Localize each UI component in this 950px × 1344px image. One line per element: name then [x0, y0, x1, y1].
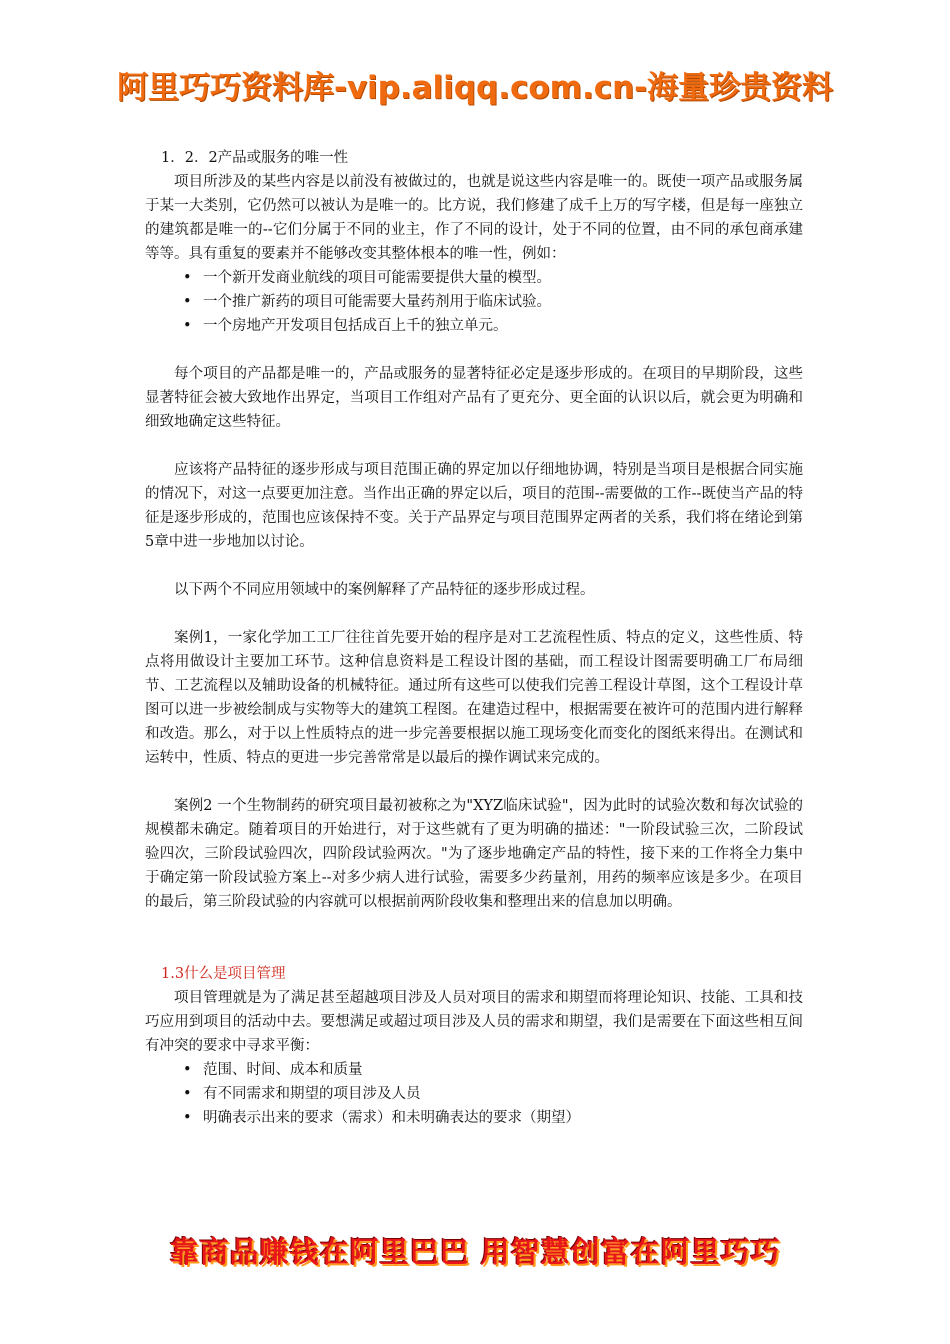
- list-item: • 明确表示出来的要求（需求）和未明确表达的要求（期望）: [145, 1106, 803, 1130]
- paragraph-case-1: 案例1，一家化学加工工厂往往首先要开始的程序是对工艺流程性质、特点的定义，这些性质、特点将用做设计主要加工环节。这种信息资料是工程设计图的基础，而工程设计图需要明确工厂布局细节、工艺流程以及辅助设备的机械特征。通过所有这些可以使我们完善工程设计草图，这个工程设计草图可以进一步被绘制成与实物等大的建筑工程图。在建造过程中，根据需要在被许可的范围内进行解释和改造。那么，对于以上性质特点的进一步完善要根据以施工现场变化而变化的图纸来得出。在测试和运转中，性质、特点的更进一步完善常常是以最后的操作调试来完成的。: [145, 630, 803, 766]
- list-item: • 一个房地产开发项目包括成百上千的独立单元。: [145, 314, 803, 338]
- list-item: • 一个推广新药的项目可能需要大量药剂用于临床试验。: [145, 290, 803, 314]
- section-heading-1-2-2: 1．2．2产品或服务的唯一性: [161, 150, 349, 166]
- bullet-list-competing-demands: [145, 1058, 803, 1130]
- paragraph-pm-definition: 项目管理就是为了满足甚至超越项目涉及人员对项目的需求和期望而将理论知识、技能、工具和技巧应用到项目的活动中去。要想满足或超过项目涉及人员的需求和期望，我们是需要在下面这些相互间有冲突的要求中寻求平衡：: [145, 990, 803, 1054]
- paragraph-progressive-elaboration: 每个项目的产品都是唯一的，产品或服务的显著特征必定是逐步形成的。在项目的早期阶段，这些显著特征会被大致地作出界定，当项目工作组对产品有了更充分、更全面的认识以后，就会更为明确和细致地确定这些特征。: [145, 366, 803, 430]
- paragraph-case-2: 案例2 一个生物制药的研究项目最初被称之为"XYZ临床试验"，因为此时的试验次数和每次试验的规模都未确定。随着项目的开始进行，对于这些就有了更为明确的描述："一阶段试验三次，二阶段试验四次，三阶段试验四次，四阶段试验两次。"为了逐步地确定产品的特性，接下来的工作将全力集中于确定第一阶段试验方案上--对多少病人进行试验，需要多少药量剂，用药的频率应该是多少。在项目的最后，第三阶段试验的内容就可以根据前两阶段收集和整理出来的信息加以明确。: [145, 798, 803, 910]
- paragraph-scope-coordination: 应该将产品特征的逐步形成与项目范围正确的界定加以仔细地协调，特别是当项目是根据合同实施的情况下，对这一点要更加注意。当作出正确的界定以后，项目的范围--需要做的工作--既使当产品的特征是逐步形成的，范围也应该保持不变。关于产品界定与项目范围界定两者的关系，我们将在绪论到第5章中进一步地加以讨论。: [145, 462, 803, 550]
- bullet-list-uniqueness: [145, 266, 803, 338]
- list-item: • 有不同需求和期望的项目涉及人员: [145, 1082, 803, 1106]
- paragraph-cases-intro: 以下两个不同应用领域中的案例解释了产品特征的逐步形成过程。: [174, 582, 595, 598]
- header-banner: 阿里巧巧资料库-vip.aliqq.com.cn-海量珍贵资料: [116, 70, 834, 106]
- bullet-icon: •: [183, 1086, 192, 1102]
- list-item: • 范围、时间、成本和质量: [145, 1058, 803, 1082]
- section-heading-1-3: 1.3什么是项目管理: [161, 966, 286, 982]
- bullet-icon: •: [183, 294, 192, 310]
- list-item: • 一个新开发商业航线的项目可能需要提供大量的模型。: [145, 266, 803, 290]
- bullet-icon: •: [183, 1110, 192, 1126]
- paragraph-uniqueness-intro: 项目所涉及的某些内容是以前没有被做过的，也就是说这些内容是唯一的。既使一项产品或服务属于某一大类别，它仍然可以被认为是唯一的。比方说，我们修建了成千上万的写字楼，但是每一座独立的建筑都是唯一的--它们分属于不同的业主，作了不同的设计，处于不同的位置，由不同的承包商承建等等。具有重复的要素并不能够改变其整体根本的唯一性，例如：: [145, 174, 803, 262]
- bullet-icon: •: [183, 1062, 192, 1078]
- document-body: [145, 146, 803, 1130]
- footer-banner: 靠商品赚钱在阿里巴巴 用智慧创富在阿里巧巧: [169, 1235, 781, 1269]
- bullet-icon: •: [183, 270, 192, 286]
- bullet-icon: •: [183, 318, 192, 334]
